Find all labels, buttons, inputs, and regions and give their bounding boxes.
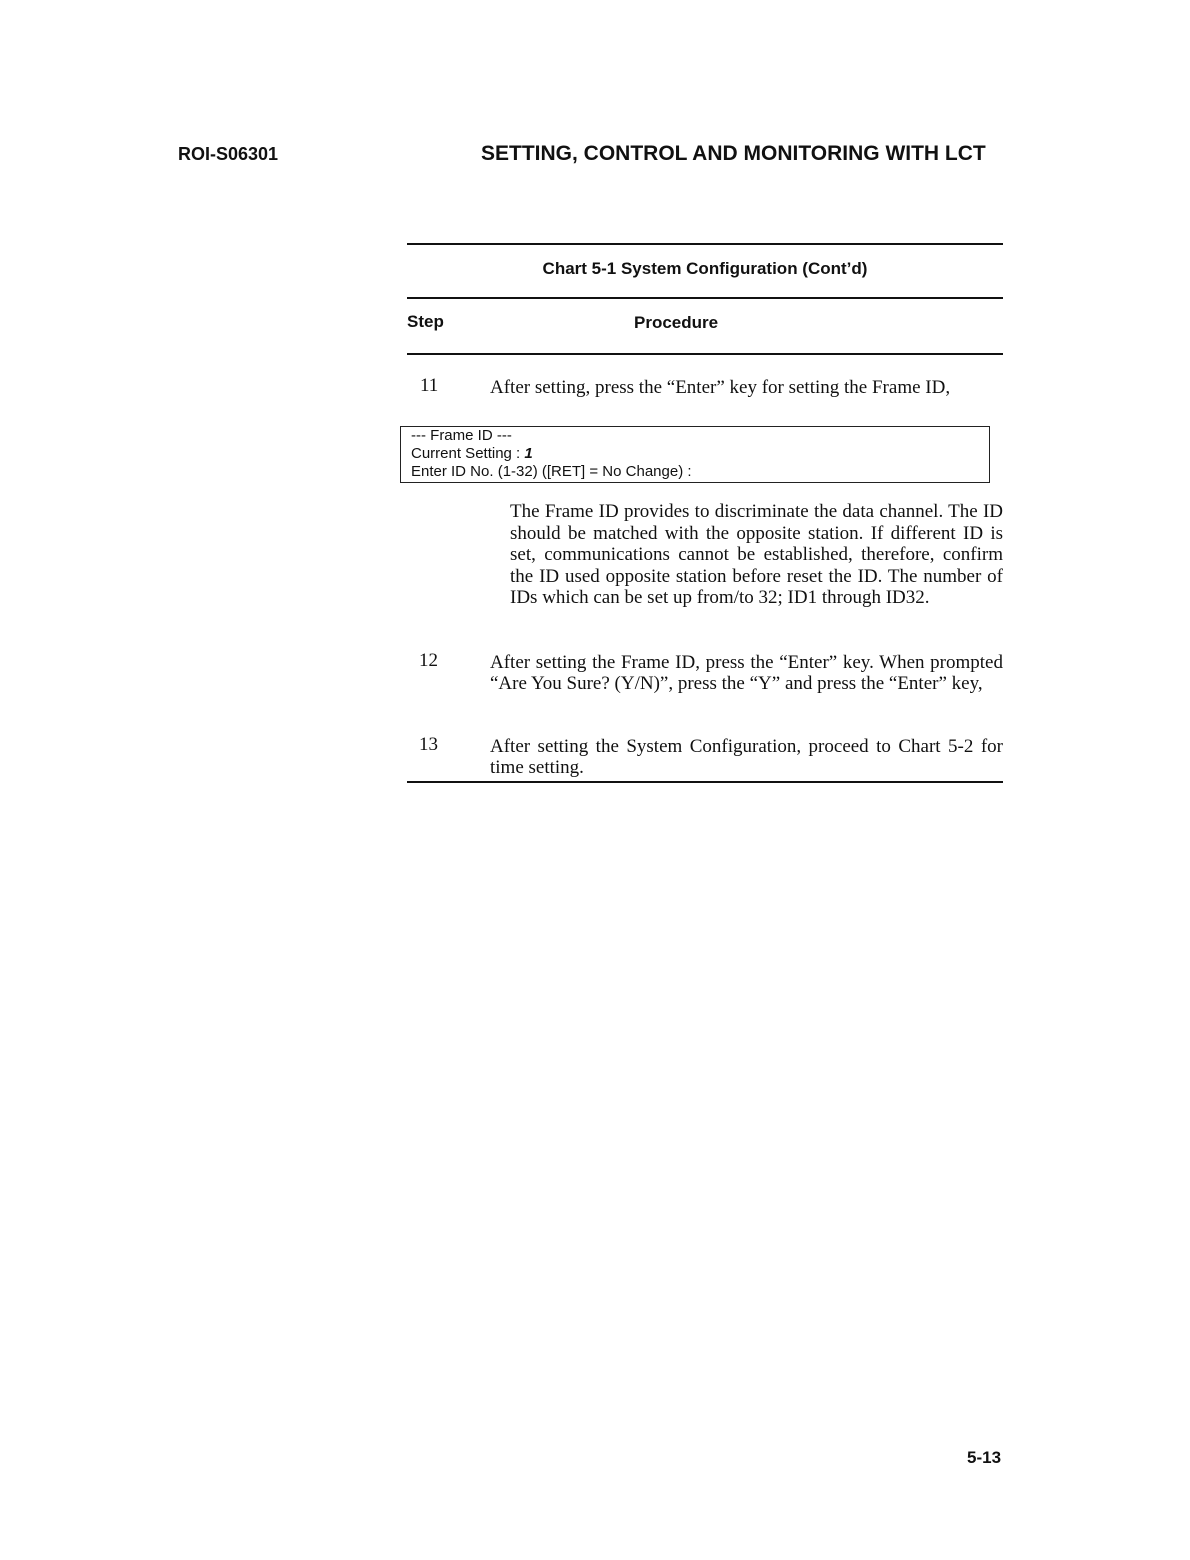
step-11-number: 11 <box>420 375 439 396</box>
page-title: SETTING, CONTROL AND MONITORING WITH LCT <box>481 142 986 165</box>
current-setting-label: Current Setting : <box>411 445 525 462</box>
step-11-text: After setting, press the “Enter” key for setting the Frame ID, <box>490 377 951 398</box>
terminal-line-enter: Enter ID No. (1-32) ([RET] = No Change) : <box>411 463 692 480</box>
step-12-number: 12 <box>419 650 438 671</box>
table-bottom-rule <box>407 781 1003 783</box>
header-rule <box>407 353 1003 355</box>
procedure-column-header: Procedure <box>634 313 719 332</box>
chart-title: Chart 5-1 System Configuration (Cont’d) <box>542 259 868 278</box>
step-13-number: 13 <box>419 734 438 755</box>
terminal-line-title: --- Frame ID --- <box>411 427 512 444</box>
title-rule <box>407 297 1003 299</box>
terminal-line-current <box>411 445 989 463</box>
step-11-note: The Frame ID provides to discriminate the data channel. The ID should be matched with the opposite station. If different ID is set, communications cannot be established, therefore, confirm the ID used opposite station before reset the ID. The number of IDs which can be set up from/to 32; ID1 through ID32. <box>510 501 1003 609</box>
step-13-text: After setting the System Configuration, proceed to Chart 5-2 for time setting. <box>490 736 1003 778</box>
step-12-text: After setting the Frame ID, press the “Enter” key. When prompted “Are You Sure? (Y/N)”, press the “Y” and press the “Enter” key, <box>490 652 1003 694</box>
page-number: 5-13 <box>967 1448 1002 1467</box>
step-column-header: Step <box>407 312 444 331</box>
table-top-rule <box>407 243 1003 245</box>
current-setting-value: 1 <box>524 445 533 462</box>
terminal-prompt-box <box>400 426 990 483</box>
document-id: ROI-S06301 <box>178 144 279 164</box>
